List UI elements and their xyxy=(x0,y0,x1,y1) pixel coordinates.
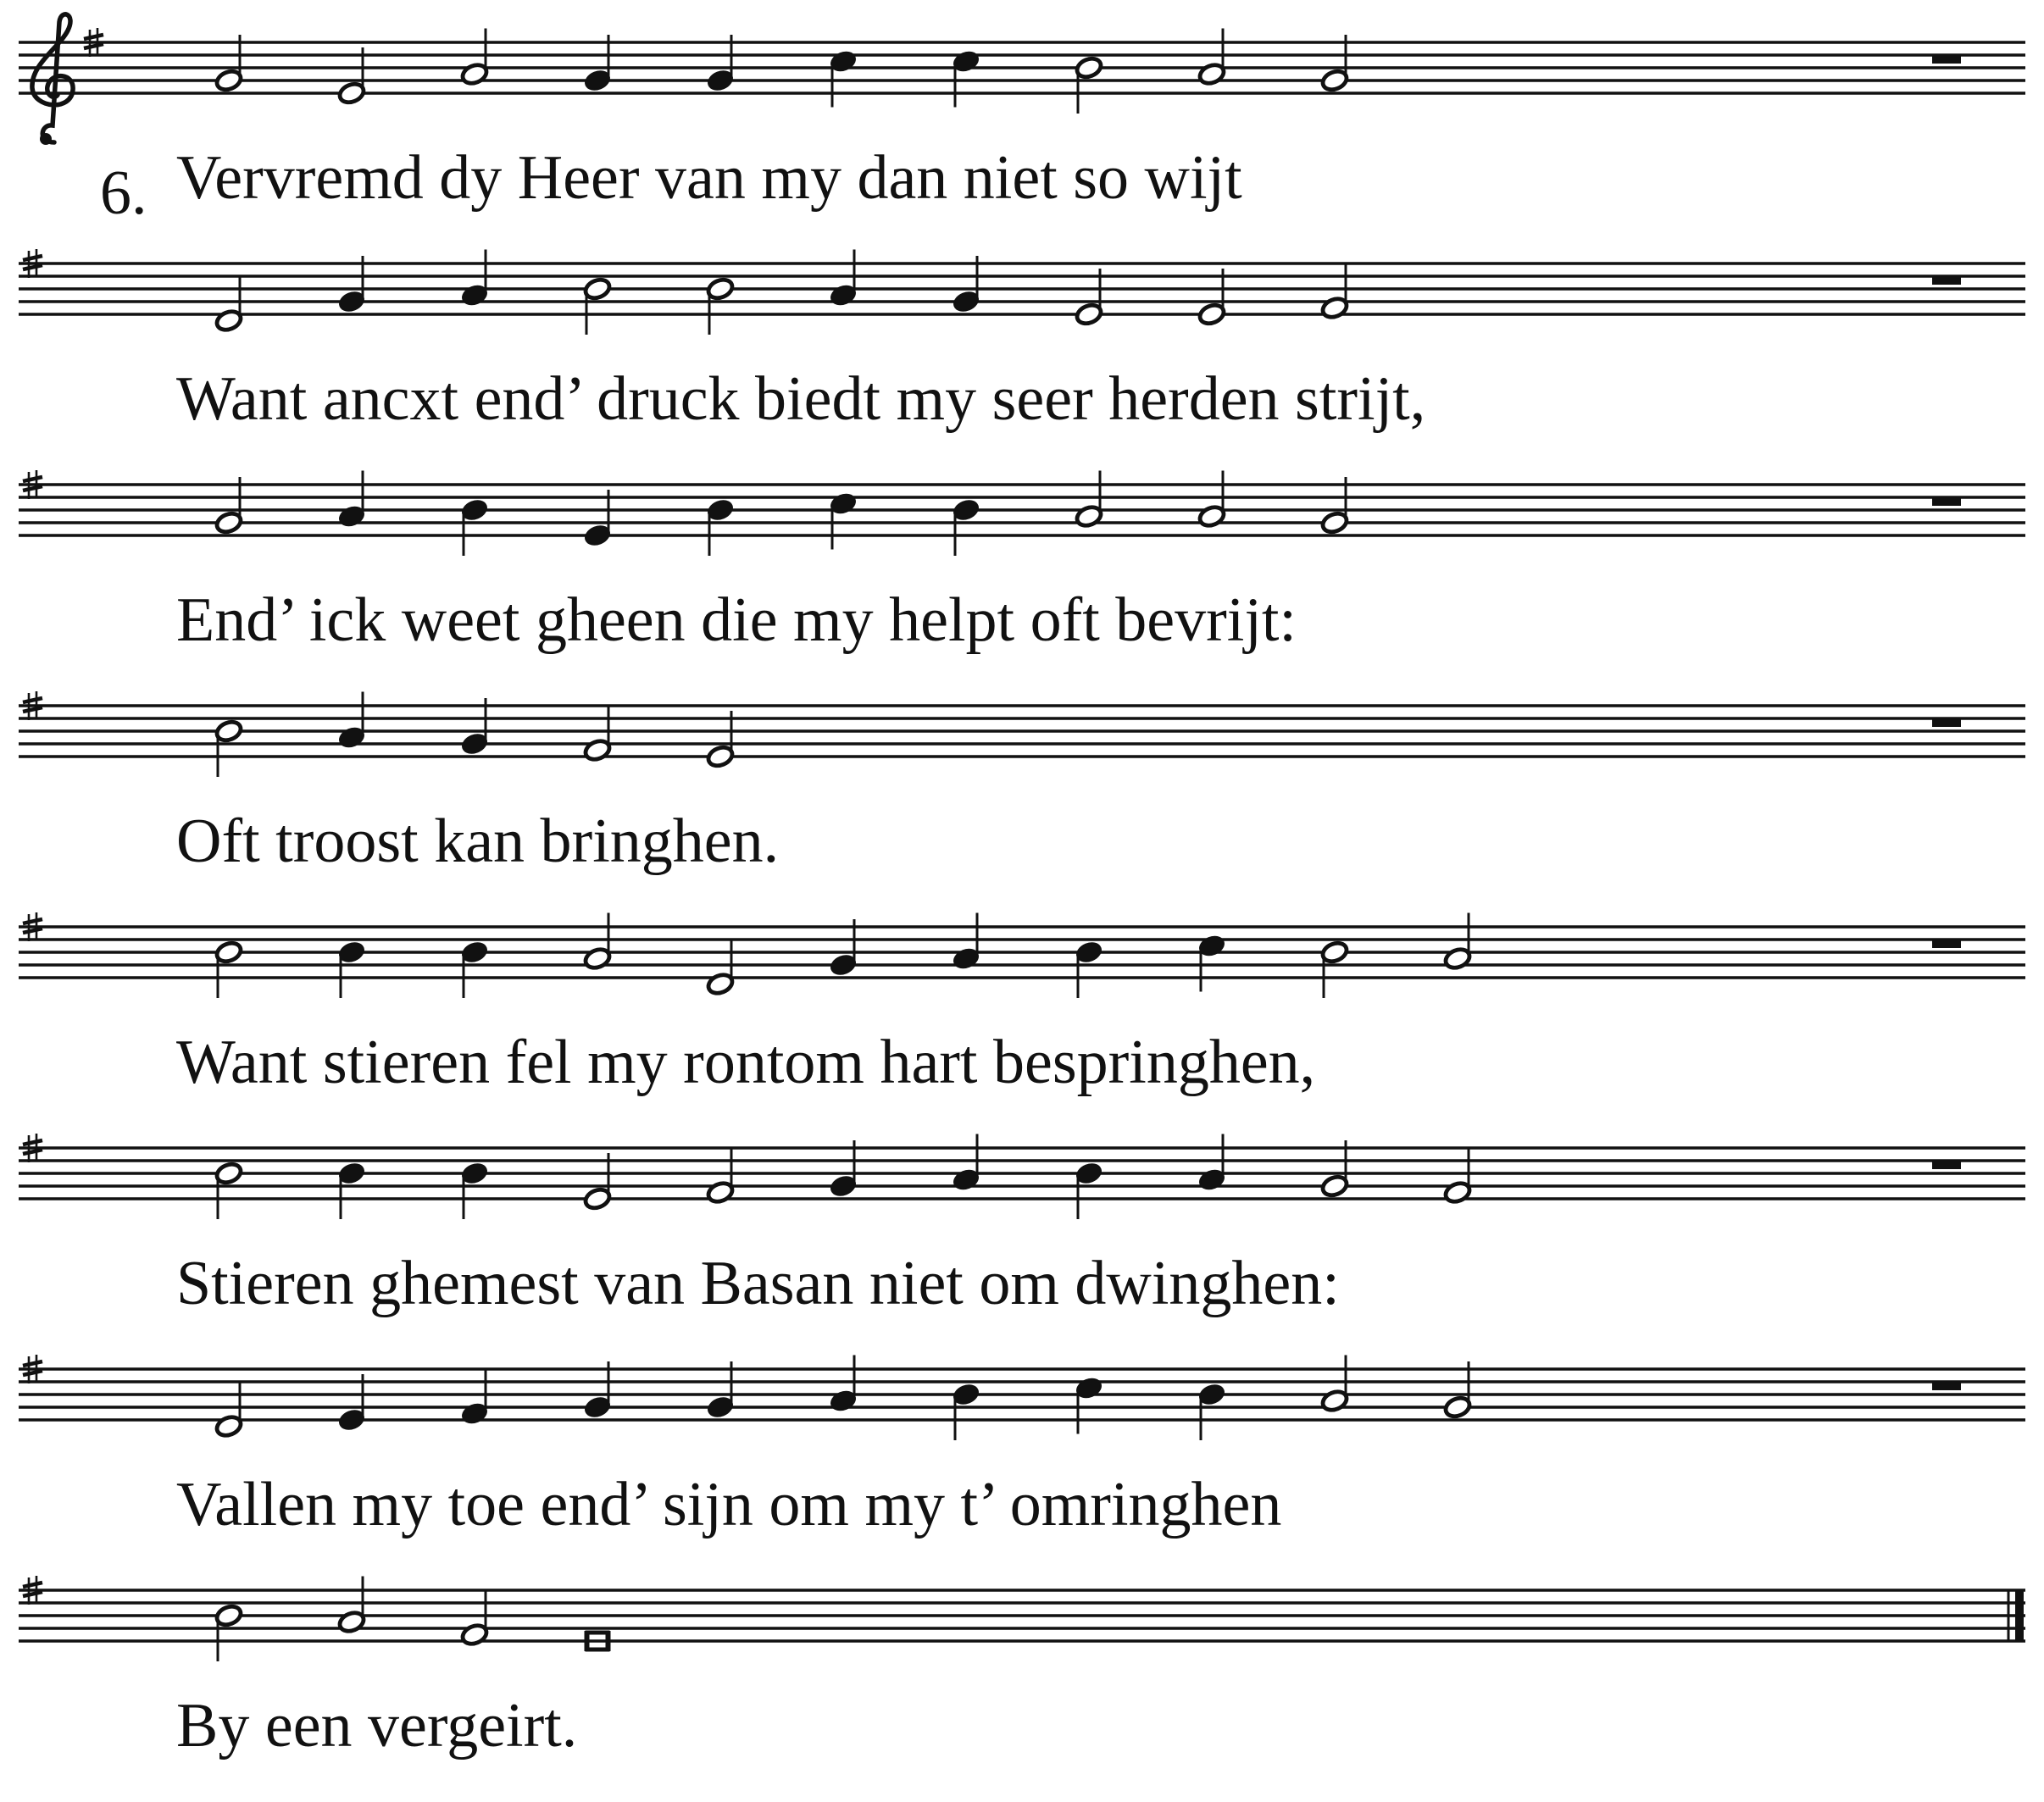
half-rest-icon xyxy=(1932,498,1961,506)
lyric-line: Oft troost kan bringhen. xyxy=(176,807,780,876)
half-rest-icon xyxy=(1932,1162,1961,1169)
staff-system xyxy=(19,249,2025,434)
note-C5 xyxy=(952,49,980,108)
note-A4 xyxy=(829,250,858,308)
note-B4 xyxy=(1197,1382,1226,1440)
lyric-line: Stieren ghemest van Basan niet om dwinghen: xyxy=(176,1249,1340,1318)
staff-system xyxy=(19,1134,2025,1318)
note-B4 xyxy=(1075,55,1103,114)
staff-system xyxy=(19,14,2025,213)
note-A4 xyxy=(1197,29,1226,87)
lyric-line: End’ ick weet gheen die my helpt oft bevrijt: xyxy=(176,585,1297,655)
note-B4 xyxy=(337,1161,366,1219)
note-B4 xyxy=(460,1161,489,1219)
staff-system xyxy=(19,1576,2025,1760)
half-rest-icon xyxy=(1932,719,1961,727)
note-B4 xyxy=(337,940,366,998)
note-B4 xyxy=(460,940,489,998)
note-A4 xyxy=(1320,1356,1349,1414)
note-A4 xyxy=(337,471,366,530)
verse-number: 6. xyxy=(100,158,147,228)
staff-system xyxy=(19,470,2025,655)
staff-system xyxy=(19,1355,2025,1539)
note-B4 xyxy=(1320,940,1349,998)
note-B4 xyxy=(214,940,243,998)
note-A4 xyxy=(460,29,489,87)
staff-system xyxy=(19,691,2025,876)
note-F#4 xyxy=(706,1147,735,1206)
note-D4 xyxy=(214,1381,243,1439)
note-F#4 xyxy=(460,1368,489,1427)
staff-system xyxy=(19,912,2025,1097)
note-A4 xyxy=(829,1356,858,1414)
note-B4 xyxy=(583,276,612,335)
note-A4 xyxy=(952,913,980,972)
treble-clef-dot xyxy=(40,133,52,145)
note-B4 xyxy=(706,276,735,335)
note-C5 xyxy=(1197,934,1226,992)
note-F#4 xyxy=(460,1589,489,1648)
lyric-line: Want stieren fel my rontom hart bespringhen, xyxy=(176,1028,1316,1097)
lyric-line: Vervremd dy Heer van my dan niet so wijt xyxy=(176,143,1242,213)
note-D4 xyxy=(706,939,735,997)
note-C5 xyxy=(829,49,858,108)
note-A4 xyxy=(1197,471,1226,530)
note-A4 xyxy=(952,1134,980,1193)
note-F#4 xyxy=(583,705,612,763)
note-B4 xyxy=(214,1603,243,1661)
note-B4 xyxy=(1075,1161,1103,1219)
note-C5 xyxy=(829,491,858,550)
treble-clef-icon xyxy=(32,14,73,142)
half-rest-icon xyxy=(1932,1383,1961,1390)
note-F#4 xyxy=(1320,263,1349,321)
note-B4 xyxy=(952,1382,980,1440)
note-A4 xyxy=(583,913,612,972)
lyric-line: By een vergeirt. xyxy=(176,1691,578,1760)
note-B4 xyxy=(952,497,980,556)
note-A4 xyxy=(1197,1134,1226,1193)
lyric-line: Want ancxt end’ druck biedt my seer herden strijt, xyxy=(176,364,1426,434)
note-B4 xyxy=(1075,940,1103,998)
lyric-line: Vallen my toe end’ sijn om my t’ omringhen xyxy=(176,1470,1282,1539)
half-rest-icon xyxy=(1932,940,1961,948)
half-rest-icon xyxy=(1932,277,1961,285)
note-D4 xyxy=(214,275,243,334)
note-B4 xyxy=(460,497,489,556)
note-B4 xyxy=(214,718,243,777)
note-A4 xyxy=(1075,471,1103,530)
note-E4 xyxy=(586,1631,609,1651)
note-A4 xyxy=(1443,913,1472,972)
note-A4 xyxy=(337,692,366,751)
note-C5 xyxy=(1075,1376,1103,1434)
note-F#4 xyxy=(1443,1147,1472,1206)
note-B4 xyxy=(706,497,735,556)
half-rest-icon xyxy=(1932,56,1961,64)
note-A4 xyxy=(337,1577,366,1635)
final-barline xyxy=(2015,1590,2024,1641)
note-B4 xyxy=(214,1161,243,1219)
note-A4 xyxy=(460,250,489,308)
